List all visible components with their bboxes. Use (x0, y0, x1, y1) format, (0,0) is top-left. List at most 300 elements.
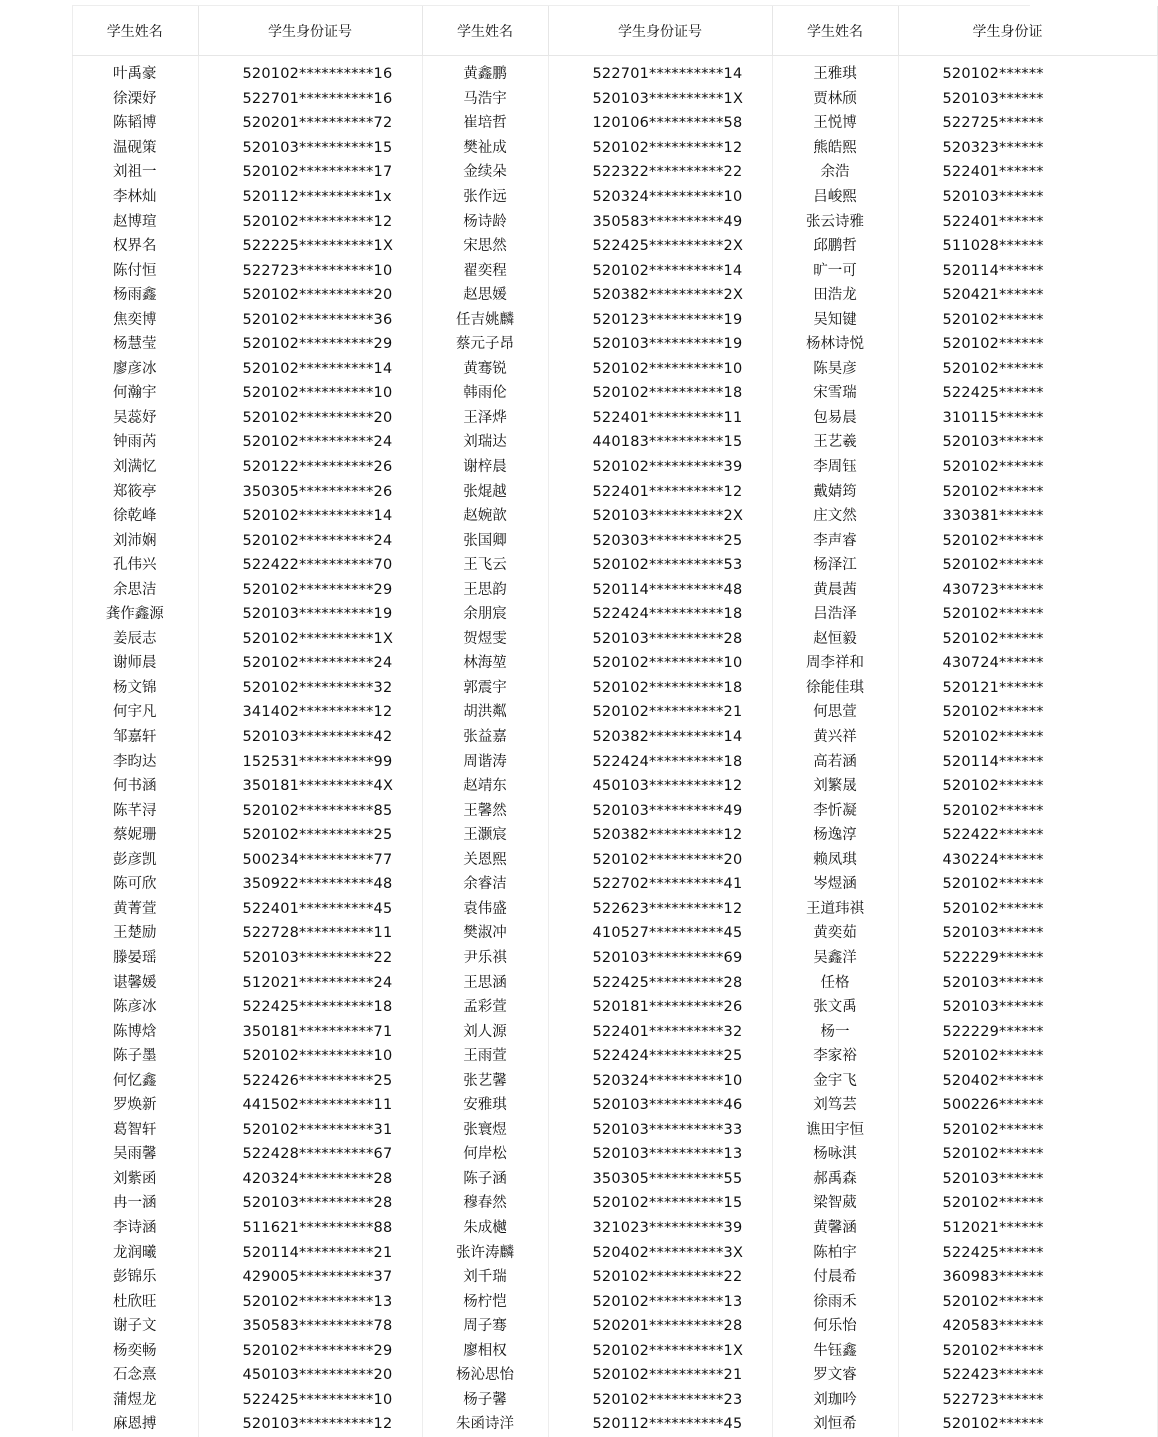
student-name-cell: 徐溧妤 (72, 87, 198, 112)
student-name-cell: 谢子文 (72, 1314, 198, 1339)
student-id-cell: 520112**********45 (548, 1412, 772, 1437)
table-row (72, 479, 1157, 504)
student-name-cell: 孟彩萱 (422, 995, 548, 1020)
student-id-cell: 522425****** (898, 381, 1157, 406)
student-id-cell: 520112**********1x (198, 185, 422, 210)
student-name-cell: 郭震宇 (422, 676, 548, 701)
table-row (72, 307, 1157, 332)
student-name-cell: 尹乐祺 (422, 946, 548, 971)
student-name-cell: 李声睿 (772, 528, 898, 553)
student-id-cell: 430724****** (898, 651, 1157, 676)
student-id-cell: 520103**********1X (548, 87, 772, 112)
student-name-cell: 王泽烨 (422, 406, 548, 431)
table-row (72, 651, 1157, 676)
student-id-cell: 520102**********85 (198, 798, 422, 823)
student-id-cell: 520102**********21 (548, 1363, 772, 1388)
student-name-cell: 陈昊彦 (772, 357, 898, 382)
student-name-cell: 王道玮祺 (772, 897, 898, 922)
student-id-cell: 522701**********16 (198, 87, 422, 112)
student-id-cell: 522425**********10 (198, 1388, 422, 1413)
student-name-cell: 廖彦冰 (72, 357, 198, 382)
student-id-cell: 522701**********14 (548, 56, 772, 87)
student-name-cell: 钟雨芮 (72, 430, 198, 455)
table-row (72, 455, 1157, 480)
student-name-cell: 王思涵 (422, 970, 548, 995)
table-row (72, 1044, 1157, 1069)
student-name-cell: 张艺馨 (422, 1068, 548, 1093)
student-id-cell: 520102****** (898, 1044, 1157, 1069)
student-id-cell: 520103**********19 (198, 602, 422, 627)
student-id-cell: 511621**********88 (198, 1216, 422, 1241)
student-id-cell: 520103****** (898, 995, 1157, 1020)
student-name-cell: 刘繁晟 (772, 774, 898, 799)
student-id-cell: 520102**********10 (198, 1044, 422, 1069)
student-id-cell: 520102****** (898, 725, 1157, 750)
student-name-cell: 徐雨禾 (772, 1289, 898, 1314)
student-id-cell: 522422****** (898, 823, 1157, 848)
student-id-cell: 520402****** (898, 1068, 1157, 1093)
student-name-cell: 黄奕茹 (772, 921, 898, 946)
student-id-cell: 520114**********21 (198, 1240, 422, 1265)
student-name-cell: 吴鑫洋 (772, 946, 898, 971)
table-row (72, 1338, 1157, 1363)
student-id-cell: 350305**********26 (198, 479, 422, 504)
student-name-cell: 邱鹏哲 (772, 234, 898, 259)
student-name-cell: 杨柠恺 (422, 1289, 548, 1314)
student-id-cell: 520102**********14 (548, 258, 772, 283)
student-id-cell: 520324**********10 (548, 1068, 772, 1093)
table-row (72, 700, 1157, 725)
table-row (72, 1388, 1157, 1413)
table-row (72, 1216, 1157, 1241)
student-id-table (72, 6, 1044, 1433)
student-id-cell: 522424**********18 (548, 749, 772, 774)
student-name-cell: 罗文睿 (772, 1363, 898, 1388)
student-id-cell: 522426**********25 (198, 1068, 422, 1093)
student-id-cell: 520102**********17 (198, 160, 422, 185)
student-id-cell: 522425****** (898, 1240, 1157, 1265)
table-row (72, 406, 1157, 431)
student-id-cell: 522702**********41 (548, 872, 772, 897)
student-name-cell: 樊祉成 (422, 136, 548, 161)
student-id-cell: 520103**********28 (548, 627, 772, 652)
table-row (72, 136, 1157, 161)
table-row (72, 1363, 1157, 1388)
student-name-cell: 安雅琪 (422, 1093, 548, 1118)
student-name-cell: 孔伟兴 (72, 553, 198, 578)
student-id-cell: 522401**********12 (548, 479, 772, 504)
student-id-cell: 450103**********20 (198, 1363, 422, 1388)
student-id-cell: 522425**********28 (548, 970, 772, 995)
student-name-cell: 蔡妮珊 (72, 823, 198, 848)
student-id-cell: 410527**********45 (548, 921, 772, 946)
student-name-cell: 何宇凡 (72, 700, 198, 725)
student-name-cell: 付晨希 (772, 1265, 898, 1290)
student-name-cell: 李诗涵 (72, 1216, 198, 1241)
table-row (72, 1093, 1157, 1118)
student-id-cell: 450103**********12 (548, 774, 772, 799)
student-name-cell: 翟奕程 (422, 258, 548, 283)
student-name-cell: 赵婉歆 (422, 504, 548, 529)
student-id-cell: 350181**********71 (198, 1019, 422, 1044)
student-id-cell: 520303**********25 (548, 528, 772, 553)
student-id-cell: 520102**********15 (548, 1191, 772, 1216)
table-row (72, 749, 1157, 774)
student-id-cell: 520102****** (898, 627, 1157, 652)
student-id-cell: 520103****** (898, 430, 1157, 455)
student-id-cell: 520324**********10 (548, 185, 772, 210)
student-id-cell: 520102**********22 (548, 1265, 772, 1290)
student-name-cell: 蒲煜龙 (72, 1388, 198, 1413)
student-name-cell: 黄馨涵 (772, 1216, 898, 1241)
student-id-cell: 520382**********2X (548, 283, 772, 308)
header-name-3: 学生姓名 (772, 6, 898, 56)
student-name-cell: 袁伟盛 (422, 897, 548, 922)
table-row (72, 970, 1157, 995)
student-id-cell: 429005**********37 (198, 1265, 422, 1290)
table-row (72, 258, 1157, 283)
student-name-cell: 林海堃 (422, 651, 548, 676)
student-name-cell: 陈韬博 (72, 111, 198, 136)
header-name-1: 学生姓名 (72, 6, 198, 56)
student-id-cell: 520102**********24 (198, 528, 422, 553)
student-name-cell: 穆春然 (422, 1191, 548, 1216)
student-id-cell: 520103****** (898, 87, 1157, 112)
student-id-cell: 520102****** (898, 357, 1157, 382)
table-row (72, 160, 1157, 185)
student-name-cell: 彭锦乐 (72, 1265, 198, 1290)
student-id-cell: 520114**********48 (548, 577, 772, 602)
student-name-cell: 赖凤琪 (772, 848, 898, 873)
table-row (72, 1265, 1157, 1290)
student-id-cell: 522401**********32 (548, 1019, 772, 1044)
student-name-cell: 包易晨 (772, 406, 898, 431)
student-id-cell: 520102**********13 (198, 1289, 422, 1314)
student-id-cell: 512021**********24 (198, 970, 422, 995)
student-name-cell: 陈彦冰 (72, 995, 198, 1020)
table-row (72, 1240, 1157, 1265)
student-name-cell: 温砚策 (72, 136, 198, 161)
student-id-cell: 520102**********29 (198, 1338, 422, 1363)
student-name-cell: 何瀚宇 (72, 381, 198, 406)
table-row (72, 332, 1157, 357)
table-row (72, 798, 1157, 823)
student-id-cell: 520382**********14 (548, 725, 772, 750)
student-name-cell: 余睿洁 (422, 872, 548, 897)
student-name-cell: 张焜越 (422, 479, 548, 504)
student-name-cell: 陈芊浔 (72, 798, 198, 823)
student-name-cell: 陈柏宇 (772, 1240, 898, 1265)
student-id-cell: 420324**********28 (198, 1167, 422, 1192)
student-name-cell: 罗焕新 (72, 1093, 198, 1118)
student-name-cell: 高若涵 (772, 749, 898, 774)
student-id-cell: 522728**********11 (198, 921, 422, 946)
table-row (72, 528, 1157, 553)
student-id-cell: 520103**********49 (548, 798, 772, 823)
student-name-cell: 郝禹森 (772, 1167, 898, 1192)
table-row (72, 1068, 1157, 1093)
student-name-cell: 赵博瑄 (72, 209, 198, 234)
student-id-cell: 522422**********70 (198, 553, 422, 578)
student-name-cell: 吕浩泽 (772, 602, 898, 627)
student-id-cell: 520181**********26 (548, 995, 772, 1020)
student-name-cell: 王思韵 (422, 577, 548, 602)
table-row (72, 56, 1157, 87)
student-id-cell: 520102**********1X (548, 1338, 772, 1363)
student-id-cell: 520102**********14 (198, 504, 422, 529)
student-id-cell: 520102**********13 (548, 1289, 772, 1314)
table-row (72, 1314, 1157, 1339)
student-name-cell: 麻恩搏 (72, 1412, 198, 1437)
student-id-cell: 520102**********10 (548, 651, 772, 676)
student-name-cell: 何思萱 (772, 700, 898, 725)
student-name-cell: 谢梓晨 (422, 455, 548, 480)
student-name-cell: 朱成樾 (422, 1216, 548, 1241)
student-name-cell: 周子骞 (422, 1314, 548, 1339)
table-row (72, 823, 1157, 848)
student-name-cell: 金宇飞 (772, 1068, 898, 1093)
student-id-cell: 522723****** (898, 1388, 1157, 1413)
student-id-cell: 520102**********20 (198, 406, 422, 431)
student-name-cell: 刘瑞达 (422, 430, 548, 455)
student-name-cell: 杨咏淇 (772, 1142, 898, 1167)
student-id-cell: 522723**********10 (198, 258, 422, 283)
student-name-cell: 刘满忆 (72, 455, 198, 480)
student-name-cell: 李昀达 (72, 749, 198, 774)
student-id-cell: 520103**********42 (198, 725, 422, 750)
student-id-cell: 520102**********32 (198, 676, 422, 701)
student-id-cell: 520102**********18 (548, 381, 772, 406)
header-name-2: 学生姓名 (422, 6, 548, 56)
student-id-cell: 520382**********12 (548, 823, 772, 848)
student-id-cell: 522424**********25 (548, 1044, 772, 1069)
student-id-cell: 430224****** (898, 848, 1157, 873)
student-name-cell: 谯田宇恒 (772, 1118, 898, 1143)
student-name-cell: 宋雪瑞 (772, 381, 898, 406)
student-name-cell: 杨奕畅 (72, 1338, 198, 1363)
student-id-cell: 520102****** (898, 1338, 1157, 1363)
student-name-cell: 刘祖一 (72, 160, 198, 185)
student-name-cell: 郑筱亭 (72, 479, 198, 504)
student-name-cell: 余浩 (772, 160, 898, 185)
student-name-cell: 戴婧筠 (772, 479, 898, 504)
student-name-cell: 黄骞锐 (422, 357, 548, 382)
student-id-cell: 520102****** (898, 897, 1157, 922)
student-table (72, 6, 1158, 1437)
student-name-cell: 黄鑫鹏 (422, 56, 548, 87)
student-name-cell: 杨雨鑫 (72, 283, 198, 308)
student-id-cell: 520121****** (898, 676, 1157, 701)
student-name-cell: 杨文锦 (72, 676, 198, 701)
student-id-cell: 520102**********53 (548, 553, 772, 578)
student-id-cell: 520102****** (898, 1191, 1157, 1216)
student-id-cell: 500226****** (898, 1093, 1157, 1118)
student-name-cell: 王艺羲 (772, 430, 898, 455)
student-id-cell: 520102**********16 (198, 56, 422, 87)
student-name-cell: 王飞云 (422, 553, 548, 578)
student-name-cell: 黄菁萱 (72, 897, 198, 922)
student-name-cell: 赵恒毅 (772, 627, 898, 652)
student-name-cell: 陈子涵 (422, 1167, 548, 1192)
student-id-cell: 520103**********22 (198, 946, 422, 971)
table-row (72, 897, 1157, 922)
student-name-cell: 朱函诗洋 (422, 1412, 548, 1437)
student-id-cell: 520102****** (898, 553, 1157, 578)
student-name-cell: 杨逸淳 (772, 823, 898, 848)
table-row (72, 185, 1157, 210)
student-name-cell: 牛钰鑫 (772, 1338, 898, 1363)
student-id-cell: 520103**********46 (548, 1093, 772, 1118)
student-id-cell: 350181**********4X (198, 774, 422, 799)
table-row (72, 209, 1157, 234)
student-name-cell: 何书涵 (72, 774, 198, 799)
student-name-cell: 岑煜涵 (772, 872, 898, 897)
table-row (72, 381, 1157, 406)
student-id-cell: 520103****** (898, 1167, 1157, 1192)
student-name-cell: 邹嘉轩 (72, 725, 198, 750)
student-name-cell: 杨诗龄 (422, 209, 548, 234)
student-name-cell: 周李祥和 (772, 651, 898, 676)
student-name-cell: 金续朵 (422, 160, 548, 185)
student-name-cell: 王馨然 (422, 798, 548, 823)
student-id-cell: 321023**********39 (548, 1216, 772, 1241)
student-name-cell: 陈付恒 (72, 258, 198, 283)
student-name-cell: 刘千瑞 (422, 1265, 548, 1290)
student-name-cell: 彭彦凯 (72, 848, 198, 873)
student-name-cell: 吕峻熙 (772, 185, 898, 210)
student-name-cell: 黄兴祥 (772, 725, 898, 750)
student-id-cell: 520102****** (898, 1118, 1157, 1143)
header-id-3: 学生身份证 (898, 6, 1157, 56)
student-id-cell: 520103****** (898, 185, 1157, 210)
table-row (72, 1289, 1157, 1314)
student-name-cell: 胡洪粼 (422, 700, 548, 725)
student-name-cell: 贺煜雯 (422, 627, 548, 652)
student-id-cell: 520102****** (898, 1142, 1157, 1167)
student-name-cell: 刘沛娴 (72, 528, 198, 553)
student-id-cell: 522725****** (898, 111, 1157, 136)
student-name-cell: 张文禹 (772, 995, 898, 1020)
student-name-cell: 余思洁 (72, 577, 198, 602)
student-id-cell: 520102**********10 (548, 357, 772, 382)
student-name-cell: 贾林颀 (772, 87, 898, 112)
table-row (72, 676, 1157, 701)
student-name-cell: 张寰煜 (422, 1118, 548, 1143)
student-id-cell: 520201**********28 (548, 1314, 772, 1339)
student-name-cell: 滕晏瑶 (72, 946, 198, 971)
table-row (72, 627, 1157, 652)
table-row (72, 602, 1157, 627)
student-id-cell: 520102**********24 (198, 430, 422, 455)
student-id-cell: 522425**********18 (198, 995, 422, 1020)
student-name-cell: 吴雨馨 (72, 1142, 198, 1167)
table-row (72, 87, 1157, 112)
student-name-cell: 杨子馨 (422, 1388, 548, 1413)
student-name-cell: 杜欣旺 (72, 1289, 198, 1314)
student-id-cell: 520123**********19 (548, 307, 772, 332)
student-id-cell: 520102**********14 (198, 357, 422, 382)
student-name-cell: 姜辰志 (72, 627, 198, 652)
student-name-cell: 刘笃芸 (772, 1093, 898, 1118)
table-row (72, 430, 1157, 455)
student-id-cell: 520102**********12 (198, 209, 422, 234)
table-row (72, 1412, 1157, 1437)
student-id-cell: 520102**********31 (198, 1118, 422, 1143)
table-row (72, 1118, 1157, 1143)
table-row (72, 234, 1157, 259)
student-id-cell: 350583**********78 (198, 1314, 422, 1339)
table-row (72, 921, 1157, 946)
student-id-cell: 520103**********2X (548, 504, 772, 529)
student-name-cell: 徐乾峰 (72, 504, 198, 529)
student-name-cell: 关恩熙 (422, 848, 548, 873)
student-id-cell: 520102**********21 (548, 700, 772, 725)
student-name-cell: 张许涛麟 (422, 1240, 548, 1265)
student-id-cell: 520102**********39 (548, 455, 772, 480)
student-name-cell: 田浩龙 (772, 283, 898, 308)
student-name-cell: 张云诗雅 (772, 209, 898, 234)
student-id-cell: 350922**********48 (198, 872, 422, 897)
student-id-cell: 520103****** (898, 921, 1157, 946)
student-id-cell: 522424**********18 (548, 602, 772, 627)
table-row (72, 283, 1157, 308)
student-id-cell: 520103**********28 (198, 1191, 422, 1216)
student-name-cell: 黄晨茜 (772, 577, 898, 602)
student-id-cell: 420583****** (898, 1314, 1157, 1339)
student-id-cell: 520102**********20 (548, 848, 772, 873)
student-id-cell: 520201**********72 (198, 111, 422, 136)
student-name-cell: 宋思然 (422, 234, 548, 259)
student-id-cell: 520103**********69 (548, 946, 772, 971)
student-id-cell: 520102**********25 (198, 823, 422, 848)
student-id-cell: 152531**********99 (198, 749, 422, 774)
student-name-cell: 冉一涵 (72, 1191, 198, 1216)
table-row (72, 995, 1157, 1020)
student-id-cell: 350305**********55 (548, 1167, 772, 1192)
header-row (72, 6, 1157, 56)
student-id-cell: 520103**********33 (548, 1118, 772, 1143)
student-name-cell: 王灏宸 (422, 823, 548, 848)
student-id-cell: 520102**********10 (198, 381, 422, 406)
student-id-cell: 520103**********19 (548, 332, 772, 357)
student-id-cell: 520102**********24 (198, 651, 422, 676)
student-id-cell: 520102****** (898, 1289, 1157, 1314)
student-name-cell: 谌馨媛 (72, 970, 198, 995)
student-id-cell: 440183**********15 (548, 430, 772, 455)
student-name-cell: 周谐涛 (422, 749, 548, 774)
student-name-cell: 谢师晨 (72, 651, 198, 676)
student-name-cell: 王雨萱 (422, 1044, 548, 1069)
student-id-cell: 520102****** (898, 479, 1157, 504)
table-row (72, 725, 1157, 750)
student-name-cell: 陈子墨 (72, 1044, 198, 1069)
student-id-cell: 350583**********49 (548, 209, 772, 234)
student-name-cell: 王雅琪 (772, 56, 898, 87)
student-id-cell: 522623**********12 (548, 897, 772, 922)
student-name-cell: 旷一可 (772, 258, 898, 283)
table-row (72, 1142, 1157, 1167)
student-name-cell: 马浩宇 (422, 87, 548, 112)
student-id-cell: 520102**********12 (548, 136, 772, 161)
student-id-cell: 522225**********1X (198, 234, 422, 259)
student-name-cell: 张益嘉 (422, 725, 548, 750)
student-id-cell: 522401**********45 (198, 897, 422, 922)
student-id-cell: 441502**********11 (198, 1093, 422, 1118)
student-name-cell: 刘珈吟 (772, 1388, 898, 1413)
student-id-cell: 520102**********20 (198, 283, 422, 308)
student-id-cell: 520102****** (898, 602, 1157, 627)
table-row (72, 774, 1157, 799)
